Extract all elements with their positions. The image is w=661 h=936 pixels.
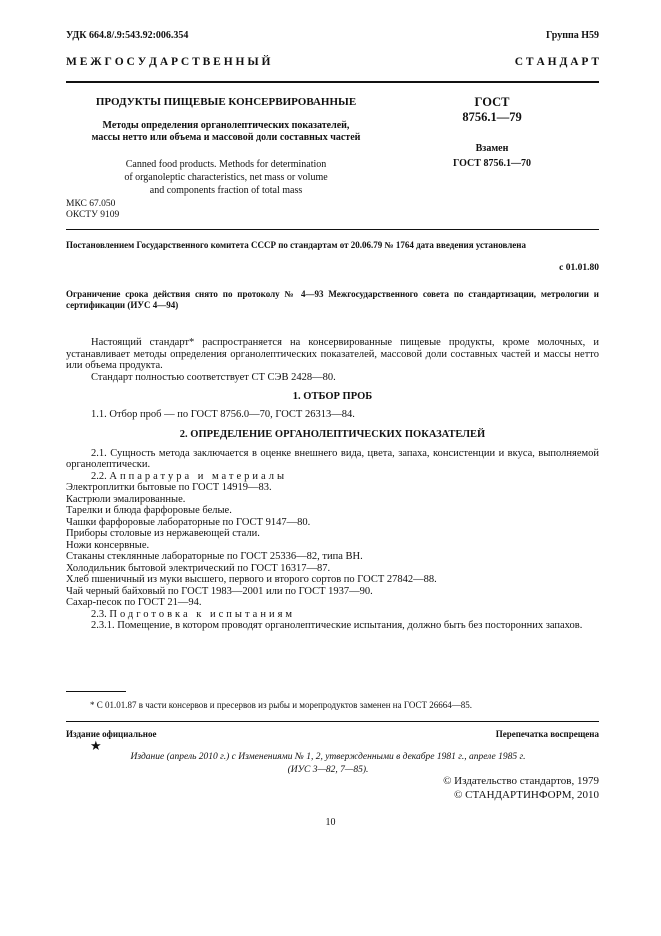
star-icon: ★ — [90, 739, 102, 754]
decree-text: Постановлением Государственного комитета СССР по стандартам от 20.06.79 № 1764 дата введения установлена — [66, 240, 526, 250]
replaced-label: Взамен — [475, 143, 509, 154]
footnote: * С 01.01.87 в части консервов и пресервов из рыбы и морепродуктов заменен на ГОСТ 26664—85. — [90, 700, 472, 710]
subtitle-line-2: массы нетто или объема и массовой доли составных частей — [91, 132, 361, 143]
copyright-2: © СТАНДАРТИНФОРМ, 2010 — [454, 789, 599, 801]
clause-2-3 — [66, 609, 599, 621]
compliance-paragraph: Стандарт полностью соответствует СТ СЭВ 2428—80. — [91, 371, 336, 383]
english-title-line-3: and components fraction of total mass — [149, 185, 303, 196]
equipment-item: Тарелки и блюда фарфоровые белые. — [66, 505, 232, 516]
document-subtitle — [66, 120, 386, 144]
reprint-notice: Перепечатка воспрещена — [495, 729, 599, 739]
equipment-item: Ножи консервные. — [66, 539, 150, 551]
equipment-item: Приборы столовые из нержавеющей стали. — [66, 528, 260, 539]
header-divider — [66, 229, 599, 230]
subtitle-line-1: Методы определения органолептических показателей, — [102, 120, 350, 131]
clause-2-3-title: Подготовка к испытаниям — [109, 608, 296, 620]
equipment-item: Электроплитки бытовые по ГОСТ 14919—83. — [66, 482, 272, 493]
english-title-line-2: of organoleptic characteristics, net mass or volume — [124, 172, 328, 183]
equipment-item: Стаканы стеклянные лабораторные по ГОСТ 25336—82, типа ВН. — [66, 551, 363, 562]
equipment-item: Чай черный байховый по ГОСТ 1983—2001 или по ГОСТ 1937—90. — [66, 585, 373, 597]
standard-banner — [66, 56, 599, 68]
mks-code: МКС 67.050 — [66, 199, 116, 209]
document-title: ПРОДУКТЫ ПИЩЕВЫЕ КОНСЕРВИРОВАННЫЕ — [95, 96, 357, 108]
section-2-heading: 2. ОПРЕДЕЛЕНИЕ ОРГАНОЛЕПТИЧЕСКИХ ПОКАЗАТЕЛЕЙ — [179, 429, 486, 440]
footer-divider — [66, 721, 599, 722]
section-1-heading: 1. ОТБОР ПРОБ — [292, 391, 373, 402]
copyright-1: © Издательство стандартов, 1979 — [443, 775, 599, 787]
udk-code: УДК 664.8/.9:543.92:006.354 — [66, 30, 189, 41]
intro-paragraph: Настоящий стандарт* распространяется на консервированные пищевые продукты, кроме молочных, и устанавливает методы определения органолептических показателей, массовой доли составных частей и массы нетто или объема продукта. — [66, 337, 599, 371]
gost-label: ГОСТ — [474, 95, 510, 109]
decree-date: с 01.01.80 — [559, 263, 599, 273]
replaced-standard: ГОСТ 8756.1—70 — [453, 158, 531, 169]
clause-2-3-number: 2.3. — [91, 608, 107, 620]
equipment-item: Сахар-песок по ГОСТ 21—94. — [66, 597, 202, 608]
edition-line-2: (ИУС 3—82, 7—85). — [287, 765, 369, 775]
banner-divider — [66, 81, 599, 83]
clause-2-3-1: 2.3.1. Помещение, в котором проводят органолептические испытания, должно быть без посторонних запахов. — [91, 620, 583, 631]
edition-line-1: Издание (апрель 2010 г.) с Изменениями № 1, 2, утвержденными в декабре 1981 г., апреле 1985 г. — [130, 752, 526, 762]
clause-2-2 — [66, 471, 599, 483]
group-code: Группа Н59 — [546, 30, 599, 41]
equipment-item: Хлеб пшеничный из муки высшего, первого и второго сортов по ГОСТ 27842—88. — [66, 574, 437, 585]
edition-note — [118, 751, 538, 777]
banner-word-interstate: М Е Ж Г О С У Д А Р С Т В Е Н Н Ы Й — [66, 56, 271, 68]
gost-number: 8756.1—79 — [462, 110, 522, 124]
okstu-code: ОКСТУ 9109 — [66, 210, 120, 220]
equipment-item: Кастрюли эмалированные. — [66, 493, 186, 505]
equipment-item: Холодильник бытовой электрический по ГОСТ 16317—87. — [66, 562, 331, 574]
gost-block — [432, 95, 552, 169]
english-title — [66, 158, 386, 197]
clause-1-1: 1.1. Отбор проб — по ГОСТ 8756.0—70, ГОСТ 26313—84. — [91, 408, 355, 420]
footnote-divider — [66, 691, 126, 692]
banner-word-standard: С Т А Н Д А Р Т — [514, 56, 599, 68]
clause-2-1: 2.1. Сущность метода заключается в оценке внешнего вида, цвета, запаха, консистенции и вкуса, выполняемой органолептически. — [66, 447, 599, 470]
document-body — [66, 337, 599, 632]
equipment-item: Чашки фарфоровые лабораторные по ГОСТ 9147—80. — [66, 516, 311, 528]
page-number: 10 — [325, 817, 336, 828]
official-edition-label: Издание официальное — [66, 729, 157, 739]
clause-2-2-title: Аппаратура и материалы — [109, 470, 288, 482]
classification-codes — [66, 199, 119, 221]
clause-2-2-number: 2.2. — [91, 470, 107, 482]
restriction-note: Ограничение срока действия снято по протоколу № 4—93 Межгосударственного совета по стандартизации, метрологии и сертификации (ИУС 4—94) — [66, 289, 599, 310]
english-title-line-1: Canned food products. Methods for determination — [125, 159, 327, 170]
title-block — [66, 96, 386, 197]
